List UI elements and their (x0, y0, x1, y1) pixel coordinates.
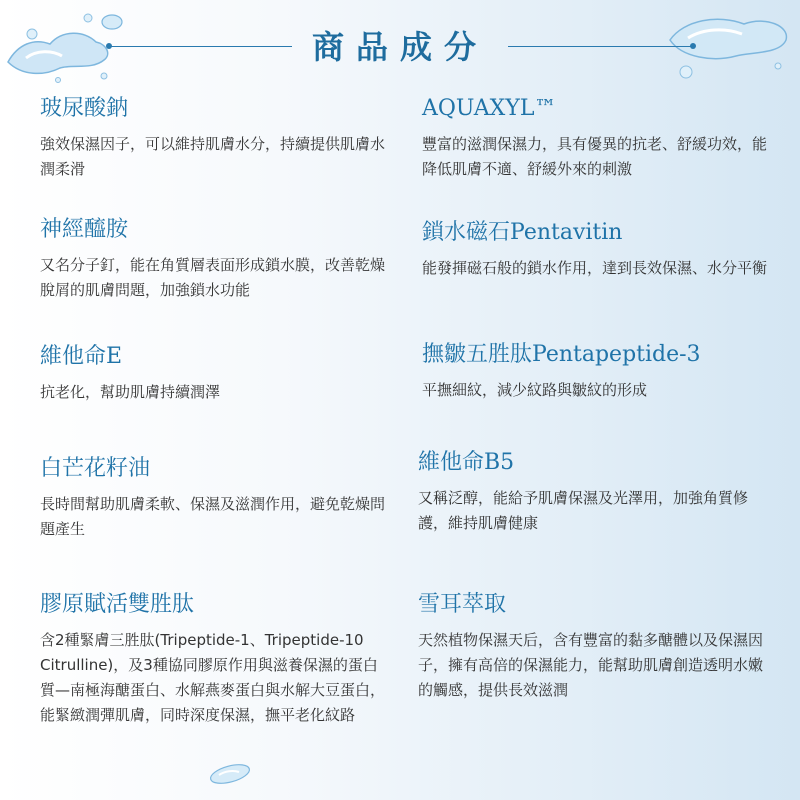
header-rule-right (508, 46, 693, 47)
ingredient-name: 維他命B5 (418, 450, 515, 475)
header-rule-left (110, 46, 292, 47)
ingredient-desc: 又名分子釘，能在角質層表面形成鎖水膜，改善乾燥脫屑的肌膚問題，加強鎖水功能 (40, 256, 386, 299)
ingredient-desc: 含2種緊膚三胜肽(Tripeptide-1、Tripeptide-10 Citrulline)，及3種協同膠原作用與滋養保濕的蛋白質—南極海醣蛋白、水解燕麥蛋白與水解大豆蛋白，能緊緻潤彈肌膚，同時深度保濕，撫平老化紋路 (40, 631, 386, 724)
ingredient-card (422, 94, 772, 182)
ingredient-name: 雪耳萃取 (418, 592, 507, 617)
ingredient-card (422, 340, 772, 403)
ingredient-desc: 強效保濕因子，可以維持肌膚水分，持續提供肌膚水潤柔滑 (40, 135, 386, 178)
ingredient-card (40, 342, 390, 405)
header-dot-right (690, 43, 696, 49)
water-splash-right-icon (660, 0, 800, 80)
header-dot-left (106, 43, 112, 49)
ingredient-desc: 平撫細紋，減少紋路與皺紋的形成 (422, 381, 648, 399)
ingredient-name: 白芒花籽油 (40, 456, 151, 481)
ingredient-desc: 豐富的滋潤保濕力，具有優異的抗老、舒緩功效，能降低肌膚不適、舒緩外來的刺激 (422, 135, 768, 178)
ingredient-name: 鎖水磁石Pentavitin (422, 220, 623, 245)
ingredient-desc: 抗老化，幫助肌膚持續潤澤 (40, 383, 221, 401)
ingredient-name: 神經醯胺 (40, 217, 129, 242)
ingredient-card (418, 590, 770, 703)
ingredient-name: 撫皺五胜肽Pentapeptide-3 (422, 342, 701, 367)
page-title: 商品成分 (311, 28, 488, 66)
ingredient-name: AQUAXYL™ (422, 96, 557, 121)
ingredient-card (422, 218, 772, 281)
ingredient-desc: 天然植物保濕天后，含有豐富的黏多醣體以及保濕因子，擁有高倍的保濕能力，能幫助肌膚創造透明水嫩的觸感，提供長效滋潤 (418, 631, 764, 699)
water-drop-bottom-icon (205, 762, 255, 786)
ingredient-desc: 能發揮磁石般的鎖水作用，達到長效保濕、水分平衡 (422, 259, 768, 277)
ingredient-card (40, 215, 390, 303)
ingredient-name: 膠原賦活雙胜肽 (40, 592, 195, 617)
ingredient-name: 維他命E (40, 344, 123, 369)
ingredient-name: 玻尿酸鈉 (40, 96, 129, 121)
ingredient-card (40, 94, 390, 182)
ingredient-card (40, 590, 390, 728)
ingredient-card (40, 454, 390, 542)
ingredient-card (418, 448, 768, 536)
ingredient-desc: 又稱泛醇，能給予肌膚保濕及光澤用，加強角質修護，維持肌膚健康 (418, 489, 749, 532)
ingredient-desc: 長時間幫助肌膚柔軟、保濕及滋潤作用，避免乾燥問題產生 (40, 495, 386, 538)
